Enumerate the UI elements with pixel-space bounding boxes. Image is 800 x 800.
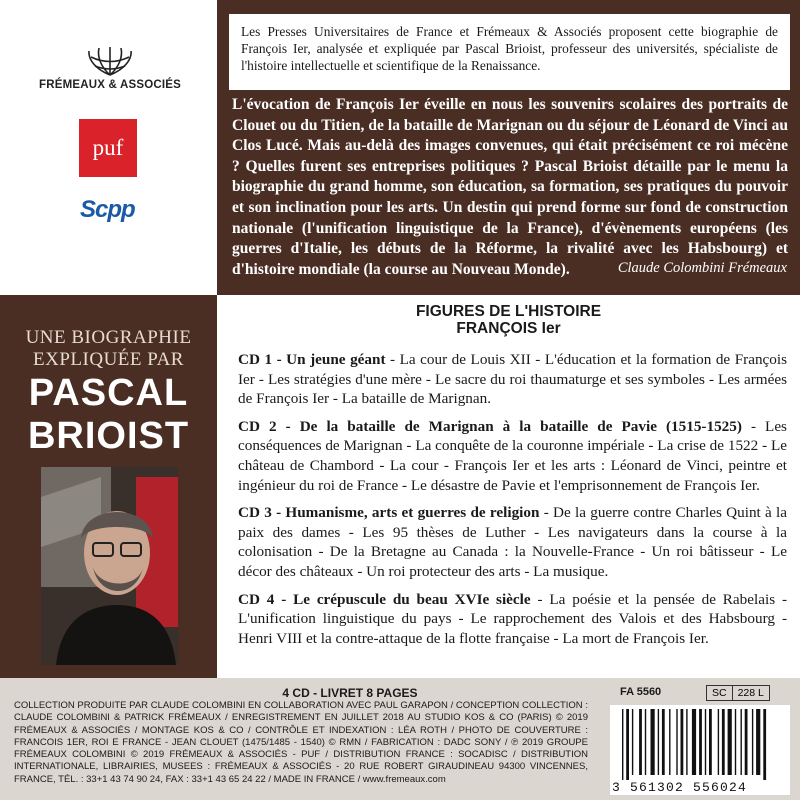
cd-list: [238, 350, 787, 656]
signature: Claude Colombini Frémeaux: [617, 260, 787, 276]
footer-credits: COLLECTION PRODUITE PAR CLAUDE COLOMBINI EN COLLABORATION AVEC PAUL GARAPON / CONCEPTION COLLECTION : CLAUDE COLOMBINI & PATRICK FRÉMEAUX / ENREGISTREMENT EN JUILLET 2018 AU STUDIO KOS & CO (PARIS) © 2019 FRÉMEAUX & ASSOCIÉS / MONTAGE KOS & CO / CONTRÔLE ET INDEXATION : LÉA ROTH / PHOTO DE COUVERTURE : FRANCOIS 1ER, ROI E FRANCE - JEAN CLOUET (1475/1485 - 1540) © RMN / FABRICATION : DADC SONY / ℗ 2019 GROUPE FRÉMEAUX COLOMBINI © 2019 FRÉMEAUX & ASSOCIÉS - PUF / DISTRIBUTION FRANCE : SOCADISC / DISTRIBUTION INTERNATIONALE, LIBRAIRIES, MUSEES : FRÉMEAUX & ASSOCIÉS - 20 RUE ROBERT GIRAUDINEAU 94300 VINCENNES, FRANCE, TÉL. : 33+1 43 74 90 24, FAX : 33+1 43 65 24 22 / MADE IN FRANCE / www.fremeaux.com: [14, 700, 588, 785]
cd-title: CD 4 - Le crépuscule du beau XVIe siècle: [238, 590, 531, 608]
scpp-logo: Scpp: [80, 196, 135, 223]
cd-item: [238, 417, 787, 495]
barcode-bar: [705, 709, 706, 775]
author-photo: [41, 467, 178, 665]
puf-logo: puf: [79, 119, 137, 177]
barcode-bar: [669, 709, 670, 775]
barcode-bar: [756, 709, 760, 775]
cd-title: CD 3 - Humanisme, arts et guerres de religion: [238, 504, 540, 522]
barcode-bar: [763, 709, 766, 780]
barcode-bar: [699, 709, 702, 775]
barcode-bar: [686, 709, 687, 775]
cd-item: [238, 350, 787, 409]
fremeaux-logo-text: FRÉMEAUX & ASSOCIÉS: [38, 79, 182, 91]
barcode-bar: [709, 709, 712, 775]
barcode-bar: [676, 709, 677, 775]
cd-title: CD 1 - Un jeune géant: [238, 351, 386, 368]
barcode-bar: [662, 709, 665, 775]
globe-icon: [85, 45, 135, 77]
author-name-line1: PASCAL: [28, 372, 189, 414]
barcode-bar: [658, 709, 659, 775]
barcode-bar: [622, 709, 623, 780]
description-text: L'évocation de François Ier éveille en nous les souvenirs scolaires des portraits de Clouet ou du Titien, de la bataille de Marignan ou du séjour de Léonard de Vinci au Clos Lucé. Mais au-delà des images convenues, qui était précisément ce roi mécène ? Quelles furent ses entreprises politiques ? Pascal Brioist détaille par le menu la biographie du grand homme, son éducation, sa formation, ses pratiques du pouvoir et son inclination pour les arts. Un destin qui prend forme sur fond de construction nationale (l'unification linguistique de la France), d'évènements européens (les guerres d'Italie, les débuts de la Réforme, la rivalité avec les Habsbourg) et d'histoire mondiale (la course au Nouveau Monde).: [232, 96, 788, 278]
barcode-number: 3 561302 556024: [612, 780, 748, 795]
series-title: [217, 303, 800, 337]
barcode-bar: [645, 709, 646, 775]
barcode-bar: [651, 709, 655, 775]
cd-title: CD 2 - De la bataille de Marignan à la bataille de Pavie (1515-1525): [238, 417, 742, 435]
barcode-bar: [728, 709, 732, 775]
cd-item: [238, 503, 787, 581]
price-code: SC: [712, 687, 727, 699]
barcode-bar: [639, 709, 642, 775]
price-code-number: 228 L: [732, 686, 769, 700]
barcode-bar: [735, 709, 736, 775]
author-name-line2: BRIOIST: [27, 415, 190, 457]
barcode-bar: [626, 709, 629, 780]
barcode-bar: [741, 709, 742, 775]
cd-tracks: - La poésie et la pensée de Rabelais - L'unification linguistique du pays - Le rapprochement des Valois et des Habsbourg - Henri VIII et la contre-attaque de la flotte française - La mort de François Ier.: [238, 590, 787, 647]
barcode-bar: [752, 709, 753, 775]
author-portrait-image: [41, 467, 178, 665]
cd-item: [238, 590, 787, 649]
barcode-bar: [632, 709, 633, 775]
cd-tracks: - De la guerre contre Charles Quint à la paix des dames - Les 95 thèses de Luther - Les navigateurs dans la course à la colonisation - De la Bretagne au Canada : la Nouvelle-France - Un roi bâtisseur - Le décor des châteaux - Un roi protecteur des arts - La musique.: [238, 504, 787, 580]
barcode-bar: [718, 709, 719, 775]
price-code-box: [706, 685, 770, 701]
bio-label-line1: UNE BIOGRAPHIE: [25, 327, 192, 348]
barcode-bar: [745, 709, 748, 775]
barcode-bar: [692, 709, 696, 775]
catalog-number: FA 5560: [620, 686, 662, 698]
barcode-bar: [722, 709, 725, 775]
intro-text: Les Presses Universitaires de France et Frémeaux & Associés proposent cette biographie de François Ier, analysée et expliquée par Pascal Brioist, professeur des universités, spécialiste de l'histoire intellectuelle et scientifique de la Renaissance.: [229, 14, 790, 90]
barcode-bars: [610, 705, 790, 780]
cd-tracks: - La cour de Louis XII - L'éducation et la formation de François Ier - Les stratégies d'une mère - Le sacre du roi thaumaturge et ses symboles - Les armées de François Ier - La bataille de Marignan.: [238, 351, 787, 408]
cd-tracks: - Les conséquences de Marignan - La conquête de la couronne impériale - La crise de 1522 - Le château de Chambord - La cour - François Ier et les arts : Léonard de Vinci, peintre et ingénieur du roi de France - Le désastre de Pavie et l'emprisonnement de François Ier.: [238, 417, 787, 494]
bio-label: [0, 327, 217, 371]
series-title-line2: FRANÇOIS Ier: [456, 320, 561, 337]
barcode-bar: [681, 709, 684, 775]
bio-label-line2: EXPLIQUÉE PAR: [33, 349, 184, 370]
series-title-line1: FIGURES DE L'HISTOIRE: [415, 303, 602, 320]
author-name: [0, 372, 217, 458]
footer-heading: 4 CD - LIVRET 8 PAGES: [282, 686, 418, 700]
fremeaux-logo: [30, 45, 190, 91]
